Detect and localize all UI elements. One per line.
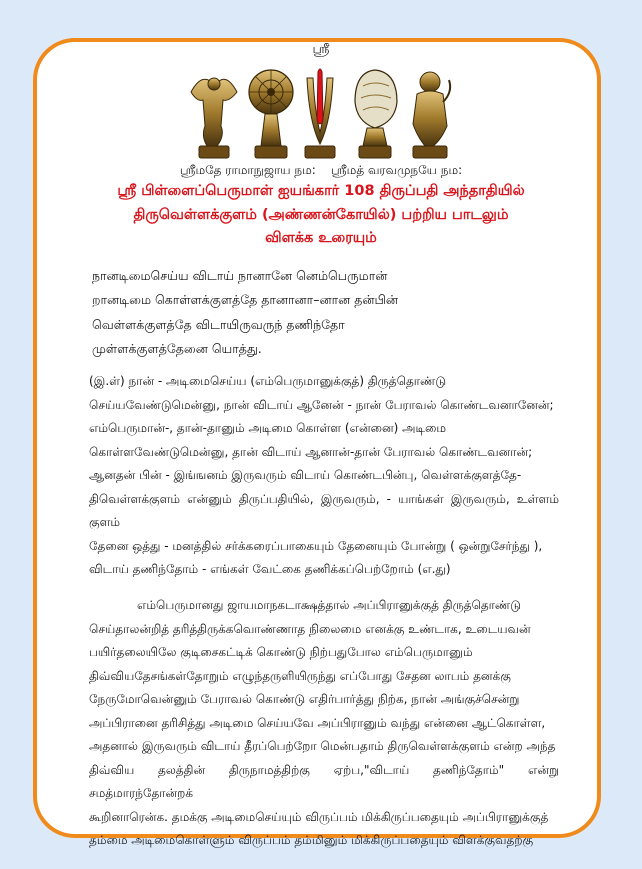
commentary-line: திவெள்ளக்குளம் என்னும் திருப்பதியில், இருவரும், - யாங்கள் இருவரும், உள்ளம் குளம்: [89, 491, 559, 529]
conch-icon: [355, 70, 397, 158]
verse-line: றானடிமை கொள்ளக்குளத்தே தானானா–னான தன்பின்: [92, 292, 398, 307]
commentary-line: (இ.ள்) நான் - அடிமைசெய்ய (எம்பெருமானுக்குத்) திருத்தொண்டு: [89, 374, 447, 388]
commentary-paragraph: [89, 370, 559, 582]
commentary-line: எம்பெருமான்-, தான்-தானும் அடிமை கொள்ள (என்னை) அடிமை: [89, 421, 446, 435]
explanation-line: தம்மை அடிமைகொள்ளும் விருப்பம் தம்மினும் மிக்கிருப்பதையும் விளக்குவதற்கு: [89, 833, 534, 847]
commentary-line: செய்யவேண்டுமென்னு, நான் விடாய் ஆனேன் - நான் பேராவல் கொண்டவனானேன்;: [89, 397, 554, 412]
explanation-paragraph: [89, 594, 559, 853]
commentary-line: தேனை ஒத்து - மனத்தில் சர்க்கரைப்பாகையும் தேனையும் போன்று ( ஒன்றுசேர்ந்து ),: [89, 538, 543, 553]
explanation-line: அதனால் இருவரும் விடாய் தீரப்பெற்றோ மென்பதாம் திருவெள்ளக்குளம் என்ற அந்த: [89, 739, 556, 753]
title-line-1: ஸ்ரீ பிள்ளைப்பெருமாள் ஐயங்கார் 108 திருப்பதி அந்தாதியில்: [117, 183, 525, 199]
sri-heading: ஸ்ரீ: [312, 42, 330, 57]
explanation-line: நேருமோவென்னும் பேராவல் கொண்டு எதிர்பார்த்து நிற்க, நான் அங்குச்சென்று: [89, 692, 520, 706]
explanation-line: கூறினாரென்க. தமக்கு அடிமைசெய்யும் விருப்பம் மிக்கிருப்பதையும் அப்பிரானுக்குத்: [89, 809, 549, 824]
explanation-line: பயிர்தலையிலே குடிசைகட்டிக் கொண்டு நிற்பதுபோல எம்பெருமானும்: [89, 645, 473, 659]
verse-line: நானடிமைசெய்ய விடாய் நானானே னெம்பெருமான்: [92, 268, 388, 283]
commentary-line: ஆனதன் பின் - இங்ஙனம் இருவரும் விடாய் கொண்டபின்பு, வெள்ளக்குளத்தே-: [89, 468, 522, 482]
explanation-line: திவ்விய தலத்தின் திருநாமத்திற்கு ஏற்ப,"விடாய் தணிந்தோம்" என்று சமத்மாரந்தோன்றக்: [89, 762, 559, 800]
emblems-row: [185, 62, 455, 160]
hanuman-icon: [413, 72, 450, 158]
title-line-2: திருவெள்ளக்குளம் (அண்ணன்கோயில்) பற்றிய பாடலும்: [133, 207, 509, 223]
tiruman-icon: [305, 69, 335, 158]
garuda-icon: [191, 78, 237, 158]
commentary-line: விடாய் தணிந்தோம் - எங்கள் வேட்கை தணிக்கப்பெற்றோம் (எ.து): [89, 562, 451, 576]
explanation-line: திவ்வியதேசங்கள்தோறும் எழுந்தருளியிருந்து எப்போது சேதன லாபம் தனக்கு: [89, 668, 511, 683]
explanation-line: அப்பிரானை தரிசித்து அடிமை செய்யவே அப்பிரானும் வந்து என்னை ஆட்கொள்ள,: [89, 715, 546, 730]
commentary-line: கொள்ளவேண்டுமென்னு, தான் விடாய் ஆனான்-தான் பேராவல் கொண்டவனான்;: [89, 444, 533, 459]
explanation-line: எம்பெருமானது ஜாயமாநகடாக்ஷத்தால் அப்பிரானுக்குத் திருத்தொண்டு: [137, 598, 521, 612]
chakra-icon: [249, 70, 293, 158]
verse-line: வெள்ளக்குளத்தே விடாயிருவருந் தணிந்தோ: [92, 317, 345, 332]
title-line-3: விளக்க உரையும்: [265, 230, 377, 246]
verse-line: முள்ளக்குளத்தேனை யொத்து.: [92, 341, 262, 356]
explanation-line: செய்தாலன்றித் தரித்திருக்கவொண்ணாத நிலைமை எனக்கு உண்டாக, உடையவன்: [89, 621, 531, 636]
invocation-line: ஸ்ரீமதே ராமாநுஜாய நம: ஸ்ரீமத் வரவமுநயே நம:: [179, 163, 463, 177]
